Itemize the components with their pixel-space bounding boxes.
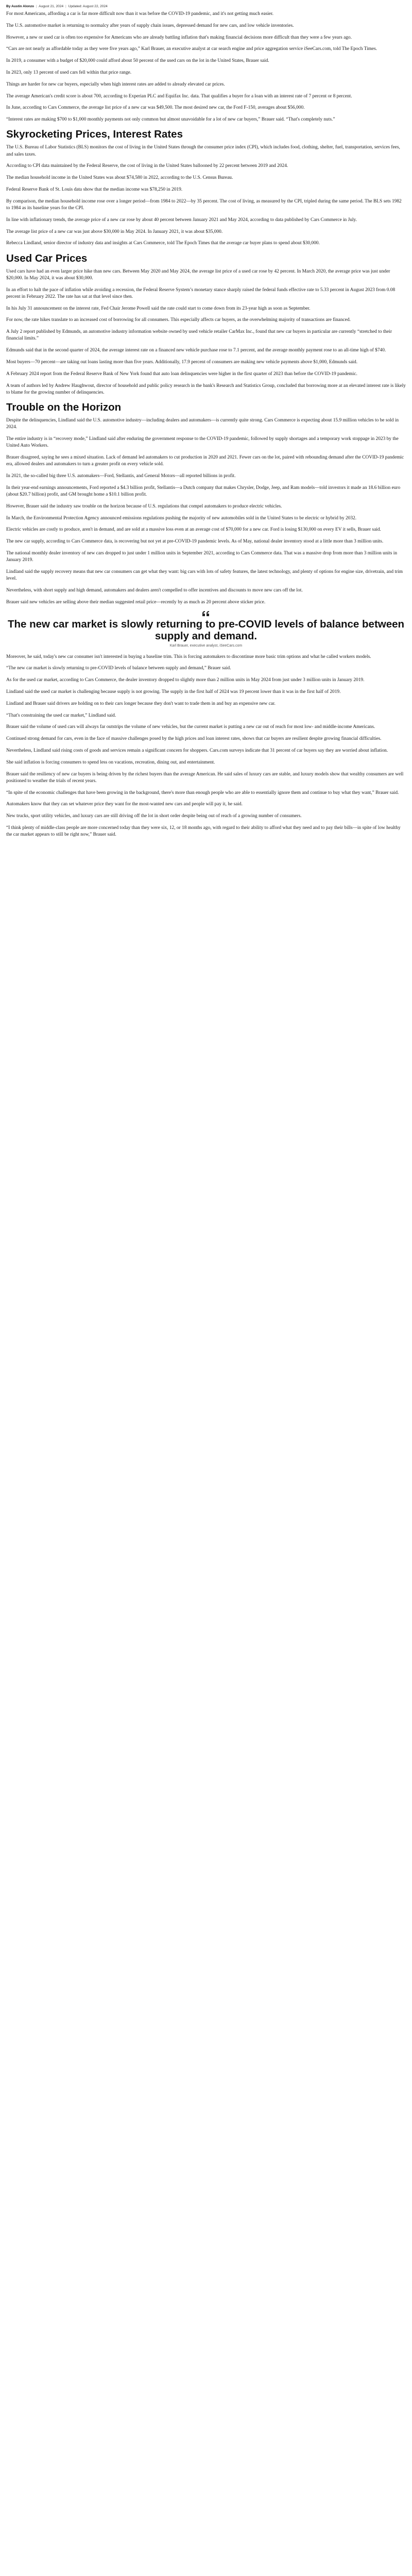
paragraph: Automakers know that they can set whatever price they want for the most-wanted new cars and people will pay it, he said.	[6, 802, 243, 807]
section-heading: Trouble on the Horizon	[6, 401, 122, 413]
pull-quote	[6, 611, 406, 649]
author-name[interactable]: By Austin Alonzo	[6, 5, 35, 8]
paragraph: The national monthly dealer inventory of new cars dropped to just under 1 million units in September 2021, according to Cars Commerce data. That was a massive drop from more than 3 million units in January 2019.	[6, 550, 398, 563]
paragraph: “I think plenty of middle-class people are more concerned today than they were six, 12, or 18 months ago, with regard to their ability to afford what they need and to pay their bills—in spite of low healthy the car market appears to still be right now,” Brauer said.	[6, 825, 401, 838]
paragraph: A team of authors led by Andrew Haughwout, director of household and public policy research in the bank's Research and Statistics Group, concluded that borrowing more at an elevated interest rate is likely to blame for the growing number of delinquencies.	[6, 383, 406, 395]
paragraph: However, a new or used car is often too expensive for Americans who are already battling inflation that's making financial decisions more difficult than they were a few years ago.	[6, 35, 352, 40]
paragraph: In 2023, only 13 percent of used cars fell within that price range.	[6, 70, 132, 75]
paragraph: Brauer disagreed, saying he sees a mixed situation. Lack of demand led automakers to cut production in 2020 and 2021. Fewer cars on the lot, paired with rebounding demand after the COVID-19 pandemic era, allowed dealers and automakers to turn a greater profit on every vehicle sold.	[6, 454, 404, 467]
paragraph: In their year-end earnings announcements, Ford reported a $4.3 billion profit, Stellantis—a Dutch company that makes Chrysler, Dodge, Jeep, and Ram models—told investors it made an 18.6 billion euro (about $20.7 billion) profit, and GM brought home a $10.1 billion profit.	[6, 485, 401, 497]
paragraph: A February 2024 report from the Federal Reserve Bank of New York found that auto loan delinquencies were higher in the first quarter of 2023 than before the COVID-19 pandemic.	[6, 371, 357, 377]
paragraph: Lindland said the supply recovery means that new car consumers can get what they want: big cars with lots of safety features, the latest technology, and plenty of options for engine size, drivetrain, and trim level.	[6, 569, 403, 582]
byline-separator: |	[65, 5, 66, 8]
paragraph: According to CPI data maintained by the Federal Reserve, the cost of living in the United States ballooned by 22 percent between 2019 and 2024.	[6, 163, 288, 169]
paragraph: Despite the delinquencies, Lindland said the U.S. automotive industry—including dealers and automakers—is currently quite strong. Cars Commerce is expecting about 15.9 million vehicles to be sold in 2024.	[6, 417, 399, 430]
paragraph: Brauer said the resiliency of new car buyers is being driven by the richest buyers than the average American. He said sales of luxury cars are stable, and luxury models show that wealthy consumers are well positioned to weather the trials of recent years.	[6, 771, 404, 784]
article-body	[6, 11, 406, 606]
paragraph: Rebecca Lindland, senior director of industry data and insights at Cars Commerce, told The Epoch Times that the average car buyer plans to spend about $30,000.	[6, 241, 320, 246]
paragraph: Most buyers—70 percent—are taking out loans lasting more than five years. Additionally, 17.9 percent of consumers are making new vehicle payments above $1,000, Edmunds said.	[6, 359, 358, 365]
paragraph: New trucks, sport utility vehicles, and luxury cars are still driving off the lot in short order despite being out of reach of a growing number of consumers.	[6, 814, 302, 819]
paragraph: The entire industry is in “recovery mode,” Lindland said after enduring the government response to the COVID-19 pandemic, followed by supply shortages and a temporary work stoppage in 2023 by the United Auto Workers.	[6, 436, 399, 449]
paragraph: The median household income in the United States was about $74,580 in 2022, according to the U.S. Census Bureau.	[6, 175, 233, 181]
paragraph: “That's constraining the used car market,” Lindland said.	[6, 713, 116, 718]
paragraph: For now, the rate hikes translate to an increased cost of borrowing for all consumers. This especially affects car buyers, as the overwhelming majority of transactions are financed.	[6, 317, 351, 323]
updated-date: Updated: August 22, 2024	[68, 5, 108, 8]
paragraph: The average American's credit score is about 700, according to Experian PLC and Equifax Inc. data. That qualifies a buyer for a loan with an interest rate of 7 percent or 8 percent.	[6, 93, 352, 99]
paragraph: In 2021, the so-called big three U.S. automakers—Ford, Stellantis, and General Motors—all reported billions in profit.	[6, 473, 236, 479]
quote-icon	[202, 611, 210, 616]
paragraph: Lindland said the used car market is challenging because supply is not growing. The supply in the first half of 2024 was 19 percent lower than it was in the first half of 2019.	[6, 689, 341, 694]
paragraph: In an effort to halt the pace of inflation while avoiding a recession, the Federal Reserve System’s monetary stance sharply raised the federal funds effective rate to 5.33 percent in August 2023 from 0.08 percent in February 2022. The rate has sat at that level since then.	[6, 287, 396, 299]
paragraph: Electric vehicles are costly to produce, aren't in demand, and are sold at a massive loss even at an average cost of $70,000 for a new car. Ford is losing $130,000 on every EV it sells, Brauer said.	[6, 527, 381, 533]
paragraph: In June, according to Cars Commerce, the average list price of a new car was $49,500. The most desired new car, the Ford F-150, averages about $56,000.	[6, 105, 305, 111]
paragraph: “The new car market is slowly returning to pre-COVID levels of balance between supply and demand,” Brauer said.	[6, 666, 231, 671]
paragraph: “In spite of the economic challenges that have been growing in the background, there's more than enough people who are able to essentially ignore them and continue to buy what they want,” Brauer said.	[6, 790, 399, 795]
section-heading: Used Car Prices	[6, 252, 88, 264]
paragraph: Federal Reserve Bank of St. Louis data show that the median income was $78,250 in 2019.	[6, 187, 183, 192]
section-heading: Skyrocketing Prices, Interest Rates	[6, 128, 183, 141]
paragraph: The U.S. automotive market is returning to normalcy after years of supply chain issues, depressed demand for new cars, and low vehicle inventories.	[6, 23, 294, 28]
paragraph: Lindland and Brauer said drivers are holding on to their cars longer because they don't want to trade them in and buy an expensive new car.	[6, 701, 276, 706]
paragraph: Nevertheless, with short supply and high demand, automakers and dealers aren't compelled to offer incentives and discounts to move new cars off the lot.	[6, 587, 303, 593]
paragraph: In 2019, a consumer with a budget of $20,000 could afford about 50 percent of the used cars on the lot in the United States, Brauer said.	[6, 58, 269, 64]
article	[0, 0, 412, 848]
paragraph: Nevertheless, Lindland said rising costs of goods and services remain a significant concern for shoppers. Cars.com surveys indicate that 31 percent of car buyers say they are worried about inflation.	[6, 748, 388, 753]
paragraph: Moreover, he said, today's new car consumer isn't interested in buying a baseline trim. This is forcing automakers to discontinue more basic trim options and what he called workers models.	[6, 654, 371, 659]
paragraph: Continued strong demand for cars, even in the face of massive challenges posed by the high prices and loan interest rates, shows that car buyers are resilient despite growing financial difficulties.	[6, 736, 382, 742]
paragraph: Used cars have had an even larger price hike than new cars. Between May 2020 and May 2024, the average list price of a used car rose by 42 percent. In March 2020, the average price was just under $20,000. In May 2024, it was about $30,000.	[6, 268, 390, 281]
pull-quote-text: The new car market is slowly returning to pre-COVID levels of balance between supply and demand.	[7, 618, 405, 642]
paragraph: The new car supply, according to Cars Commerce data, is recovering but not yet at pre-COVID-19 pandemic levels. As of May, national dealer inventory stood at a little more than 3 million units.	[6, 539, 384, 545]
paragraph: In his July 31 announcement on the interest rate, Fed Chair Jerome Powell said the rate could start to come down from its 23-year high as soon as September.	[6, 306, 311, 311]
paragraph: Brauer said the volume of used cars will always far outstrips the volume of new vehicles, but the current market is putting a new car out of reach for most low- and middle-income Americans.	[6, 724, 375, 730]
paragraph: The U.S. Bureau of Labor Statistics (BLS) monitors the cost of living in the United States through the consumer price index (CPI), which includes food, clothing, shelter, fuel, transportation, services fees, and sales taxes.	[6, 145, 400, 157]
pull-quote-attribution: Karl Brauer, executive analyst, iSeeCars.com	[169, 643, 243, 648]
paragraph: A July 2 report published by Edmunds, an automotive industry information website owned by used vehicle retailer CarMax Inc., found that new car buyers in particular are currently “stretched to their financial limits.”	[6, 329, 392, 342]
paragraph: However, Brauer said the industry saw trouble on the horizon because of U.S. regulations that compel automakers to produce electric vehicles.	[6, 503, 282, 509]
publish-date: August 21, 2024	[39, 5, 64, 8]
paragraph: “Cars are not nearly as affordable today as they were five years ago,” Karl Brauer, an executive analyst at car search engine and price aggregation service iSeeCars.com, told The Epoch Times.	[6, 46, 377, 52]
paragraph: For most Americans, affording a car is far more difficult now than it was before the COVID-19 pandemic, and it's not getting much easier.	[6, 11, 273, 16]
closing-section	[6, 654, 406, 839]
paragraph: In line with inflationary trends, the average price of a new car rose by about 40 percent between January 2021 and May 2024, according to data published by Cars Commerce in July.	[6, 217, 357, 223]
paragraph: Brauer said new vehicles are selling above their median suggested retail price—recently by as much as 20 percent above sticker price.	[6, 599, 266, 605]
paragraph: By comparison, the median household income rose over a longer period—from 1984 to 2022—by 35 percent. The cost of living, as measured by the CPI, tripled during the same period. The BLS sets 1982 to 1984 as its baseline years for the CPI.	[6, 198, 402, 211]
paragraph: Edmunds said that in the second quarter of 2024, the average interest rate on a financed new vehicle purchase rose to 7.1 percent, and the average monthly payment rose to an all-time high of $740.	[6, 348, 386, 353]
paragraph: The average list price of a new car was just above $30,000 in May 2024. In January 2021, it was about $35,000.	[6, 229, 223, 234]
paragraph: As for the used car market, according to Cars Commerce, the dealer inventory dropped to slightly more than 2 million units in May 2024 from just under 3 million units in January 2019.	[6, 677, 365, 683]
paragraph: In March, the Environmental Protection Agency announced emissions regulations pushing the majority of new automobiles sold in the United States to be electric or hybrid by 2032.	[6, 515, 357, 521]
byline	[6, 4, 406, 9]
byline-separator: |	[36, 5, 37, 8]
paragraph: She said inflation is forcing consumers to spend less on vacations, recreation, dining out, and entertainment.	[6, 759, 215, 765]
paragraph: Things are harder for new car buyers, especially when high interest rates are added to already elevated car prices.	[6, 81, 225, 87]
paragraph: “Interest rates are making $700 to $1,000 monthly payments not only common but almost unavoidable for a lot of new car buyers,” Brauer said. “That's completely nuts.”	[6, 117, 335, 123]
